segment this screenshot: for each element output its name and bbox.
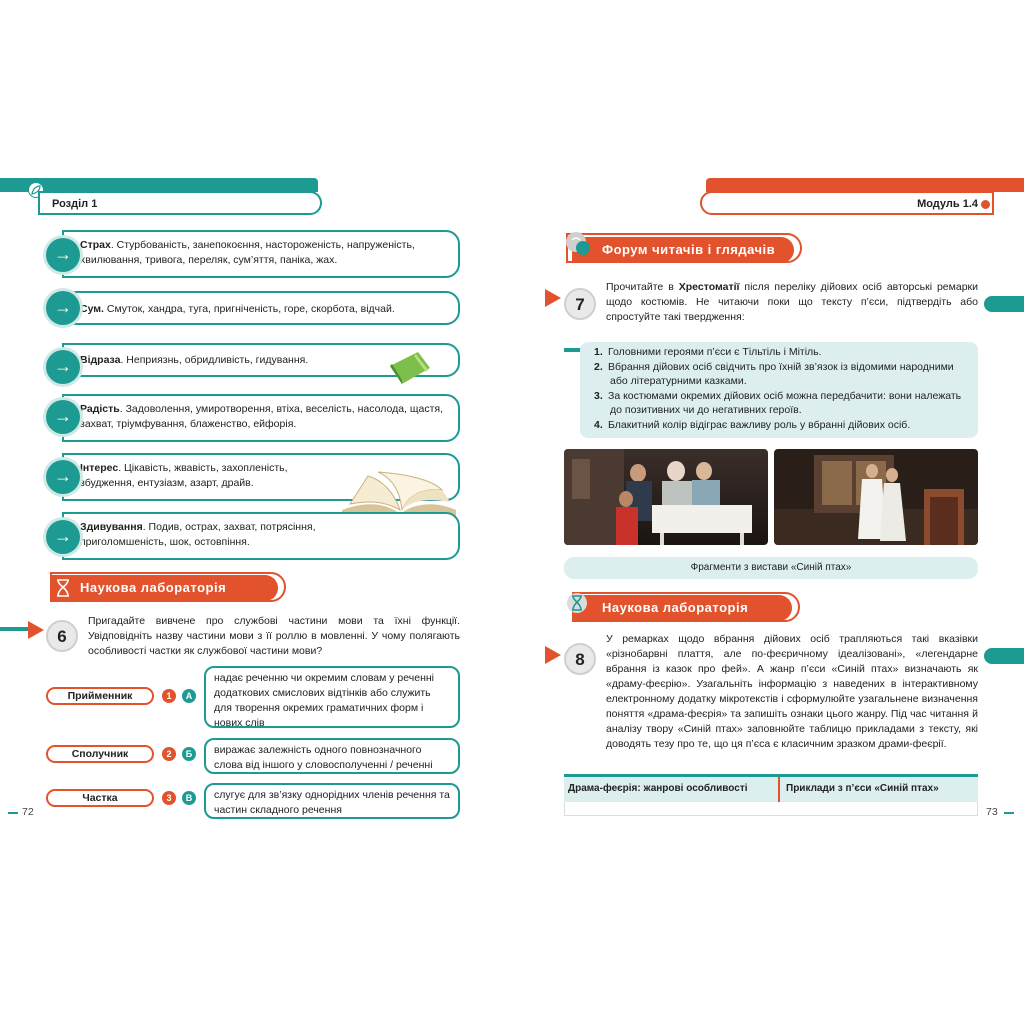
arrow-right-icon: → [46,460,80,494]
task-arrow-icon [545,646,561,664]
module-label: Модуль 1.4 [917,198,978,210]
emotion-term: Відраза [80,354,121,366]
hourglass-icon [52,577,74,599]
letter-badge: В [182,791,196,805]
page-number-line [1004,812,1014,814]
left-header-bar [0,178,318,192]
letter-badge: Б [182,747,196,761]
arrow-right-icon: → [46,400,80,434]
number-badge: 1 [162,689,176,703]
emotion-card-sadness [62,291,460,325]
statement-number: 2. [594,360,603,373]
emotion-term: Радість [80,403,120,415]
emotion-term: Здивування [80,521,143,533]
number-badge: 2 [162,747,176,761]
emotion-text: Смуток, хандра, туга, пригніченість, горе, скорбота, відчай. [103,303,395,315]
task-number-7: 7 [564,288,596,320]
statement-text: Вбрання дійових осіб свідчить про їхній зв’язок із відомими народними або літературними казками. [608,360,954,387]
emotion-text: . Подив, острах, захват, потрясіння, приголомшеність, шок, остовпіння. [80,521,316,548]
definition-a: надає реченню чи окремим словам у реченні додаткових смислових відтінків або служить для творення окремих граматичних форм і нових слів [204,666,460,728]
definition-b: виражає залежність одного повнозначного слова від іншого у словосполученні / реченні [204,738,460,774]
page-number-line [8,812,18,814]
table-divider [778,777,780,802]
emotion-term: Страх [80,239,111,251]
section-title-text: Наукова лабораторія [80,580,227,595]
emotion-text: . Цікавість, жвавість, захопленість, збудження, ентузіазм, азарт, драйв. [80,462,288,489]
statement-item [594,389,968,418]
photo-caption: Фрагменти з вистави «Синій птах» [564,557,978,579]
task7-text [606,280,978,325]
term-conjunction: Сполучник [46,745,154,763]
term-particle: Частка [46,789,154,807]
statement-item [594,345,968,360]
hourglass-icon [566,592,588,614]
genre-table-body [564,802,978,816]
page-edge-tab [984,296,1024,312]
definition-c: слугує для зв’язку однорідних членів речення та частин складного речення [204,783,460,819]
section-title-forum [572,237,794,263]
statement-text: Головними героями п’єси є Тільтіль і Мітіль. [608,346,822,358]
forum-icon [564,230,592,258]
task-number-6: 6 [46,620,78,652]
emotion-card-joy [62,394,460,442]
emotion-text: . Неприязнь, обридливість, гидування. [120,354,309,366]
arrow-right-icon: → [46,350,80,384]
task7-text-part: Прочитайте в [606,281,679,293]
page-number-left: 72 [22,806,34,818]
emotion-term: Інтерес [80,462,119,474]
statement-text: За костюмами окремих дійових осіб можна передбачити: вони належать до позитивних чи до негативних героїв. [608,389,962,416]
left-page-header [38,191,322,215]
table-header-features: Драма-феєрія: жанрові особливості [568,783,748,794]
section-title-text: Наукова лабораторія [602,600,749,615]
task-number-8: 8 [564,643,596,675]
statements-box [580,342,978,438]
statement-number: 3. [594,389,603,402]
task7-text-bold: Хрестоматії [678,281,740,293]
emotion-text: . Стурбованість, занепокоєння, настороженість, напруженість, хвилювання, тривога, переляк, сум’яття, паніка, жах. [80,239,415,266]
theatre-photo-2 [774,449,978,545]
number-badge: 3 [162,791,176,805]
right-page-header [700,191,994,215]
page-number-right: 73 [986,806,998,818]
task-arrow-icon [545,289,561,307]
statement-item [594,360,968,389]
statement-number: 1. [594,346,603,358]
genre-table-header [564,774,978,802]
section-title-text: Форум читачів і глядачів [602,242,776,257]
letter-badge: А [182,689,196,703]
task8-text: У ремарках щодо вбрання дійових осіб трапляються такі вказівки «різнобарвні плаття, але по-феєричному ідеалізовані», «легендарне вбрання із казок про фей». А жанр п’єси «Синій птах» визначають як «драму-феєрію». Узагальніть інформацію з наведених в інтерактивному електронному додатку мікротекстів і сформулюйте узагальнене визначення поняття «драма-феєрія» та запишіть ознаки цього жанру. Під час читання й аналізу твору «Синій птах» заповнюйте таблицю прикладами з тексту, які доводять тезу про те, що ця п’єса є класичним зразком драми-феєрії. [606,633,978,750]
section-title-science-lab-2 [572,595,792,621]
table-header-examples: Приклади з п’єси «Синій птах» [786,783,939,794]
notebook-icon [388,346,432,386]
section-title-science-lab [50,575,278,601]
arrow-right-icon: → [46,520,80,554]
header-dot [981,200,990,209]
statement-text: Блакитний колір відіграє важливу роль у вбранні дійових осіб. [608,418,911,431]
statement-item [594,418,968,433]
emotion-term: Сум. [80,303,104,315]
arrow-right-icon: → [46,291,80,325]
section-label: Розділ 1 [52,198,98,210]
arrow-right-icon: → [46,238,80,272]
emotion-card-surprise [62,512,460,560]
term-preposition: Прийменник [46,687,154,705]
right-header-bar [706,178,1024,192]
theatre-photo-1 [564,449,768,545]
task7-text-part: після переліку дійових осіб авторські ремарки щодо костюмів. Не читаючи поки що тексту п’єси, підтвердіть або спростуйте такі твердження: [606,281,979,323]
emotion-text: . Задоволення, умиротворення, втіха, веселість, насолода, щастя, захват, тріумфування, блаженство, ейфорія. [80,403,444,430]
task6-text: Пригадайте вивчене про службові частини мови та їхні функції. Увідповідніть назву частини мови з її роллю в мовленні. У чому полягають особливості частки як службової частини мови? [88,615,460,657]
page-edge-tab [984,648,1024,664]
emotion-card-fear [62,230,460,278]
statement-number: 4. [594,418,603,431]
task-arrow-icon [28,621,44,639]
